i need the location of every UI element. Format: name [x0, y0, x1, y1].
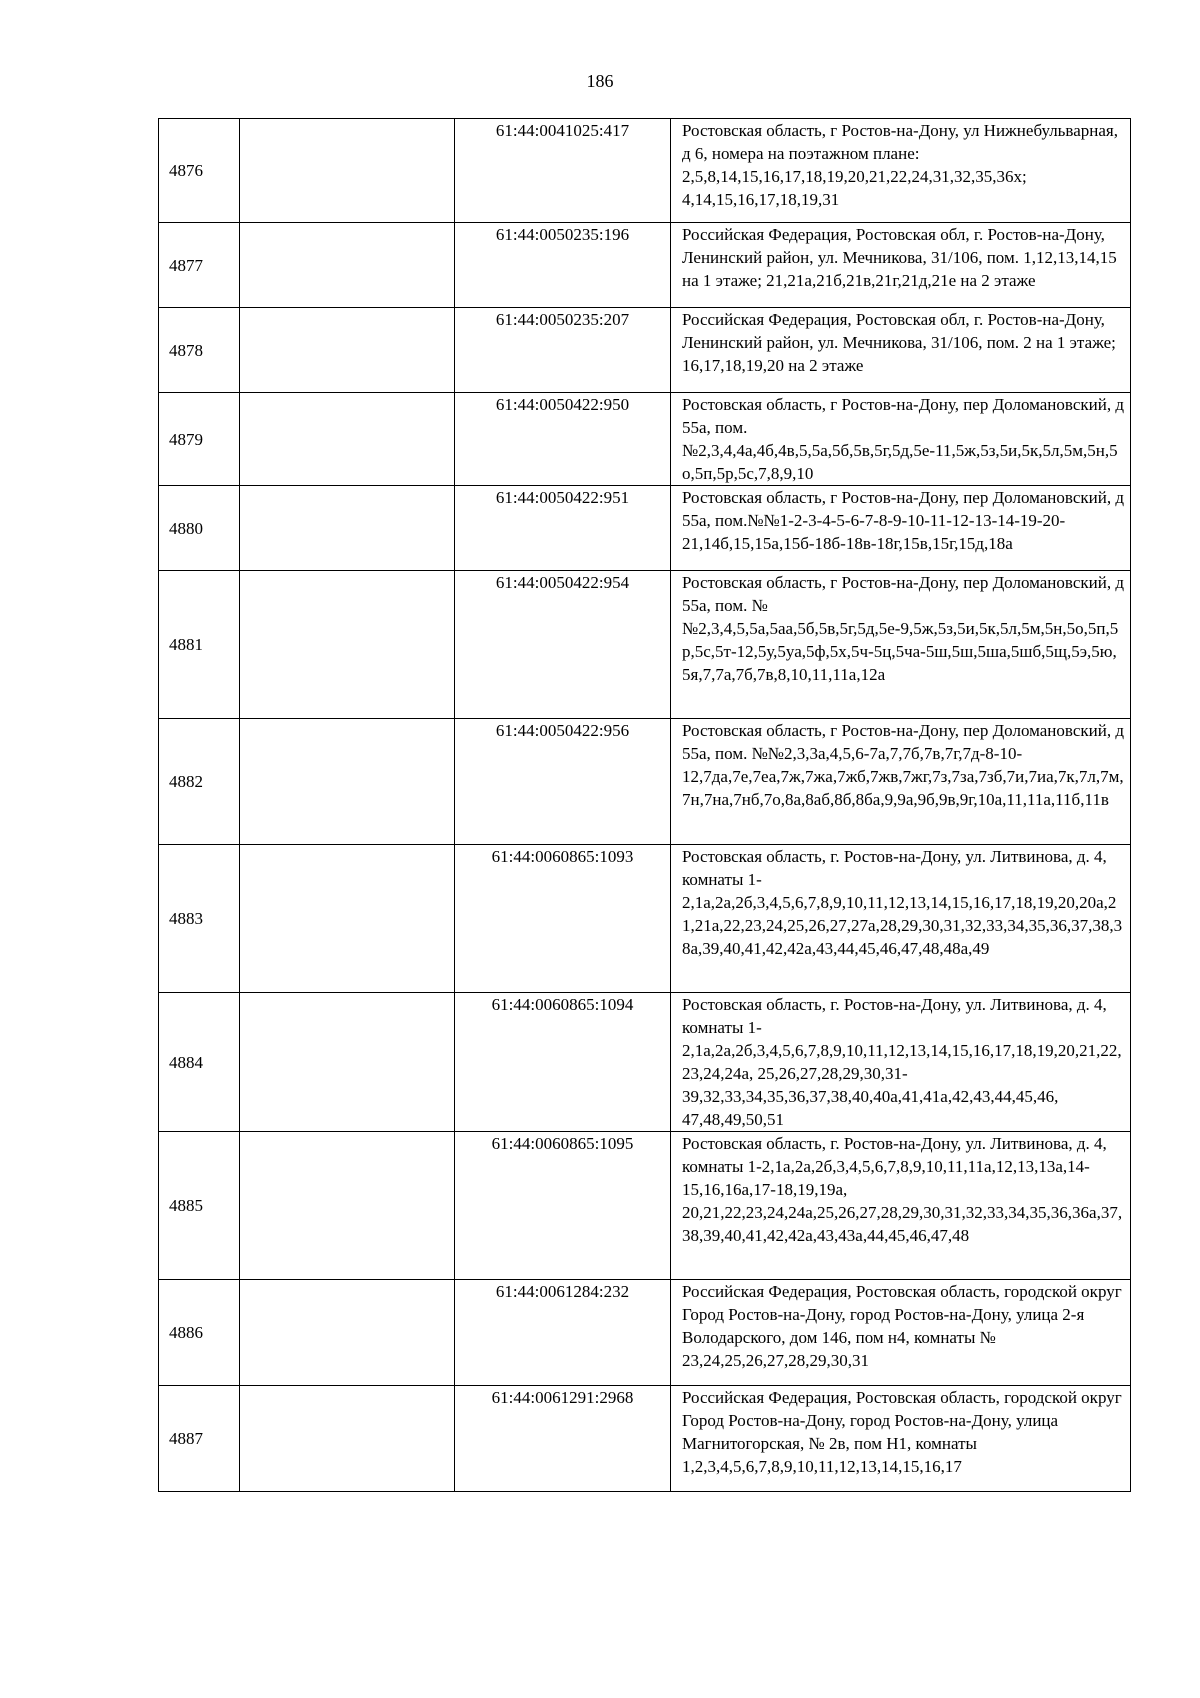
table-row — [159, 845, 1131, 993]
row-number: 4884 — [159, 993, 240, 1132]
empty-cell — [240, 1132, 455, 1280]
address-cell: Российская Федерация, Ростовская обл, г. Ростов-на-Дону, Ленинский район, ул. Мечникова, 31/106, пом. 2 на 1 этаже; 16,17,18,19,20 на 2 этаже — [671, 308, 1131, 393]
address-cell: Ростовская область, г Ростов-на-Дону, пер Доломановский, д 55а, пом. №2,3,4,4а,4б,4в,5,5а,5б,5в,5г,5д,5е-11,5ж,5з,5и,5к,5л,5м,5н,5о,5п,5р,5с,7,8,9,10 — [671, 393, 1131, 486]
cadastral-number: 61:44:0060865:1095 — [455, 1132, 671, 1280]
address-cell: Ростовская область, г Ростов-на-Дону, пер Доломановский, д 55а, пом. №№2,3,3а,4,5,6-7а,7,7б,7в,7г,7д-8-10-12,7да,7е,7еа,7ж,7жа,7жб,7жв,7жг,7з,7за,7зб,7и,7иа,7к,7л,7м,7н,7на,7нб,7о,8а,8аб,8б,8ба,9,9а,9б,9в,9г,10а,11,11а,11б,11в — [671, 719, 1131, 845]
empty-cell — [240, 571, 455, 719]
cadastral-number: 61:44:0050235:207 — [455, 308, 671, 393]
cadastral-number: 61:44:0050422:950 — [455, 393, 671, 486]
table-row — [159, 1132, 1131, 1280]
cadastral-number: 61:44:0050422:954 — [455, 571, 671, 719]
row-number: 4886 — [159, 1280, 240, 1386]
table-row — [159, 486, 1131, 571]
cadastral-number: 61:44:0041025:417 — [455, 119, 671, 223]
address-cell: Ростовская область, г Ростов-на-Дону, ул Нижнебульварная, д 6, номера на поэтажном плане: 2,5,8,14,15,16,17,18,19,20,21,22,24,31,32,35,36х; 4,14,15,16,17,18,19,31 — [671, 119, 1131, 223]
address-cell: Ростовская область, г. Ростов-на-Дону, ул. Литвинова, д. 4, комнаты 1-2,1а,2а,2б,3,4,5,6,7,8,9,10,11,11а,12,13,13а,14-15,16,16а,17-18,19,19а, 20,21,22,23,24,24а,25,26,27,28,29,30,31,32,33,34,35,36,36а,37,38,39,40,41,42,42а,43,43а,44,45,46,47,48 — [671, 1132, 1131, 1280]
address-cell: Ростовская область, г Ростов-на-Дону, пер Доломановский, д 55а, пом.№№1-2-3-4-5-6-7-8-9-10-11-12-13-14-19-20-21,14б,15,15а,15б-18б-18в-18г,15в,15г,15д,18а — [671, 486, 1131, 571]
row-number: 4882 — [159, 719, 240, 845]
empty-cell — [240, 845, 455, 993]
table-row — [159, 571, 1131, 719]
row-number: 4887 — [159, 1386, 240, 1492]
address-cell: Ростовская область, г. Ростов-на-Дону, ул. Литвинова, д. 4, комнаты 1-2,1а,2а,2б,3,4,5,6,7,8,9,10,11,12,13,14,15,16,17,18,19,20,21,22,23,24,24а, 25,26,27,28,29,30,31-39,32,33,34,35,36,37,38,40,40а,41,41а,42,43,44,45,46, 47,48,49,50,51 — [671, 993, 1131, 1132]
empty-cell — [240, 719, 455, 845]
address-cell: Ростовская область, г Ростов-на-Дону, пер Доломановский, д 55а, пом. №№2,3,4,5,5а,5аа,5б,5в,5г,5д,5е-9,5ж,5з,5и,5к,5л,5м,5н,5о,5п,5р,5с,5т-12,5у,5уа,5ф,5х,5ч-5ц,5ча-5ш,5ш,5ша,5шб,5щ,5э,5ю,5я,7,7а,7б,7в,8,10,11,11а,12а — [671, 571, 1131, 719]
row-number: 4878 — [159, 308, 240, 393]
row-number: 4885 — [159, 1132, 240, 1280]
row-number: 4880 — [159, 486, 240, 571]
table-row — [159, 1280, 1131, 1386]
table-row — [159, 119, 1131, 223]
empty-cell — [240, 223, 455, 308]
table-row — [159, 1386, 1131, 1492]
address-cell: Ростовская область, г. Ростов-на-Дону, ул. Литвинова, д. 4, комнаты 1-2,1а,2а,2б,3,4,5,6,7,8,9,10,11,12,13,14,15,16,17,18,19,20,20а,21,21а,22,23,24,25,26,27,27а,28,29,30,31,32,33,34,35,36,37,38,38а,39,40,41,42,42а,43,44,45,46,47,48,48а,49 — [671, 845, 1131, 993]
registry-table — [158, 118, 1131, 1492]
empty-cell — [240, 1280, 455, 1386]
table-row — [159, 308, 1131, 393]
row-number: 4877 — [159, 223, 240, 308]
empty-cell — [240, 1386, 455, 1492]
registry-table-body — [159, 119, 1131, 1492]
cadastral-number: 61:44:0050422:951 — [455, 486, 671, 571]
empty-cell — [240, 119, 455, 223]
cadastral-number: 61:44:0061291:2968 — [455, 1386, 671, 1492]
table-row — [159, 393, 1131, 486]
page-number: 186 — [586, 71, 614, 91]
row-number: 4881 — [159, 571, 240, 719]
cadastral-number: 61:44:0050235:196 — [455, 223, 671, 308]
table-row — [159, 993, 1131, 1132]
empty-cell — [240, 486, 455, 571]
address-cell: Российская Федерация, Ростовская область, городской округ Город Ростов-на-Дону, город Ростов-на-Дону, улица Магнитогорская, № 2в, пом Н1, комнаты 1,2,3,4,5,6,7,8,9,10,11,12,13,14,15,16,17 — [671, 1386, 1131, 1492]
cadastral-number: 61:44:0061284:232 — [455, 1280, 671, 1386]
cadastral-number: 61:44:0060865:1094 — [455, 993, 671, 1132]
cadastral-number: 61:44:0050422:956 — [455, 719, 671, 845]
table-row — [159, 719, 1131, 845]
cadastral-number: 61:44:0060865:1093 — [455, 845, 671, 993]
address-cell: Российская Федерация, Ростовская область, городской округ Город Ростов-на-Дону, город Ростов-на-Дону, улица 2-я Володарского, дом 146, пом н4, комнаты № 23,24,25,26,27,28,29,30,31 — [671, 1280, 1131, 1386]
address-cell: Российская Федерация, Ростовская обл, г. Ростов-на-Дону, Ленинский район, ул. Мечникова, 31/106, пом. 1,12,13,14,15 на 1 этаже; 21,21а,21б,21в,21г,21д,21е на 2 этаже — [671, 223, 1131, 308]
row-number: 4883 — [159, 845, 240, 993]
empty-cell — [240, 393, 455, 486]
empty-cell — [240, 993, 455, 1132]
row-number: 4876 — [159, 119, 240, 223]
row-number: 4879 — [159, 393, 240, 486]
empty-cell — [240, 308, 455, 393]
table-row — [159, 223, 1131, 308]
